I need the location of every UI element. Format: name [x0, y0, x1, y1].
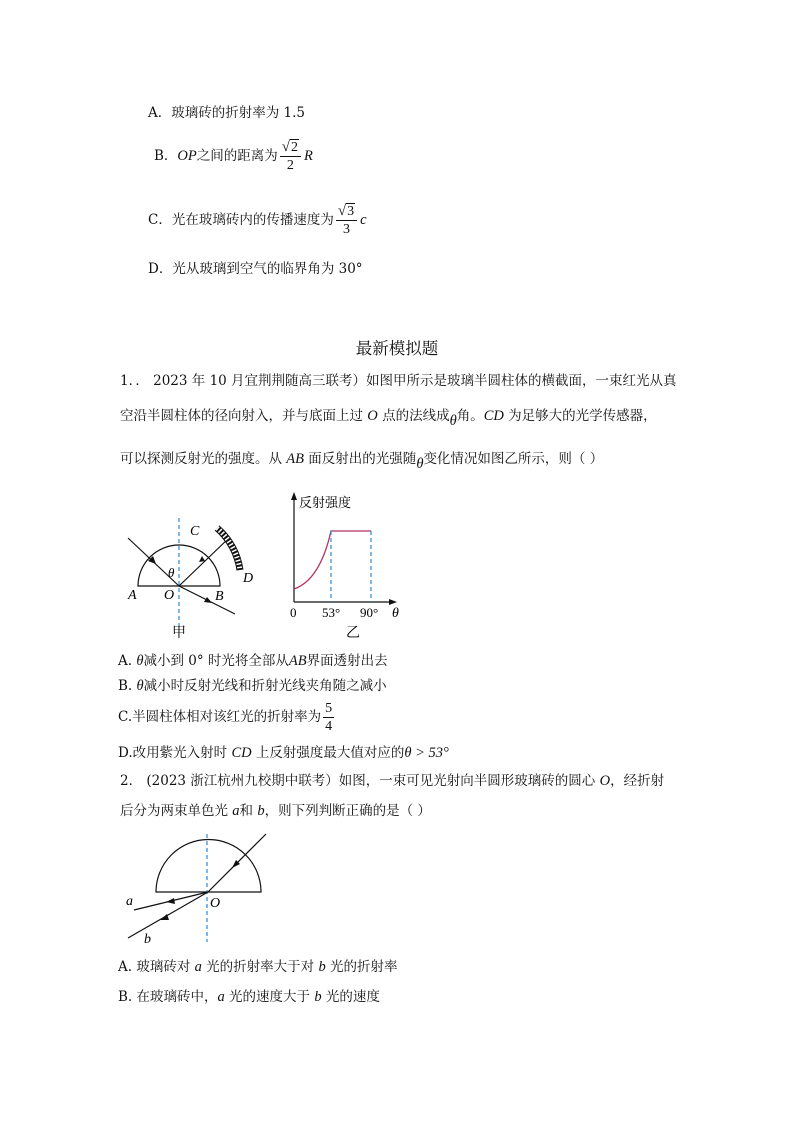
option-b-prefix: B．: [154, 148, 178, 164]
q2-line1: [120, 772, 664, 790]
x-tick-90: 90°: [360, 605, 379, 620]
cd-symbol: CD: [483, 408, 504, 424]
arrowhead: [166, 898, 175, 904]
sqrt3-over-3-fraction: $\frac{√3}{3}$: [336, 203, 357, 238]
option-text: 光的折射率: [325, 959, 398, 975]
option-text: D.改用紫光入射时: [118, 745, 232, 761]
q2-line2: [120, 802, 431, 820]
point-o: O: [599, 773, 611, 789]
option-c-text: C．光在玻璃砖内的传播速度为: [148, 212, 334, 228]
q2-text: ，则下列判断正确的是（ ）: [264, 803, 431, 819]
q2-option-a: [118, 958, 398, 976]
label-a: a: [126, 894, 133, 909]
theta-symbol: θ: [136, 653, 144, 669]
q1-text: 面反射出的光强随: [304, 451, 417, 467]
theta-symbol: θ: [416, 456, 424, 472]
reflected-ray: [179, 537, 230, 586]
option-b-text: 之间的距离为: [196, 148, 278, 164]
sqrt2-over-2-fraction: $\frac{√2}{2}$: [280, 139, 301, 174]
intensity-curve: [294, 531, 371, 589]
q1-text: 点的法线成: [377, 408, 450, 424]
q2-text: ，经折射: [610, 773, 665, 789]
figure-yi: [280, 490, 410, 645]
q1-text: 可以探测反射光的强度。从: [120, 451, 287, 467]
fraction-denominator: 2: [286, 158, 294, 173]
x-axis-var: θ: [392, 606, 399, 621]
option-text: 光的折射率大于对: [201, 959, 319, 975]
label-theta: θ: [168, 565, 175, 580]
label-o: O: [164, 588, 175, 603]
y-axis-arrow: [291, 492, 297, 500]
q1-option-b: [118, 677, 387, 695]
option-text: 减小时反射光线和折射光线夹角随之减小: [143, 678, 387, 694]
arrowhead: [199, 556, 205, 562]
fraction-numerator: 5: [325, 701, 333, 716]
beam-b-symbol: b: [257, 803, 265, 819]
speed-of-light-symbol: c: [360, 212, 367, 228]
sensor-cd: [217, 528, 240, 570]
fraction-denominator: 3: [342, 222, 350, 237]
beam-a-symbol: a: [217, 989, 225, 1005]
label-b: b: [144, 932, 151, 947]
beam-b-symbol: b: [314, 989, 322, 1005]
ab-symbol: AB: [286, 451, 305, 467]
label-o: O: [210, 896, 221, 911]
q1-text: 变化情况如图乙所示，则（ ）: [423, 451, 604, 467]
q2-text: 和: [239, 803, 258, 819]
prev-option-d: D．光从玻璃到空气的临界角为 30°: [148, 261, 363, 277]
op-symbol: OP: [177, 148, 197, 164]
glass-semicircle: [156, 840, 261, 893]
q1-line1: 1．． 2023 年 10 月宜荆荆随高三联考）如图甲所示是玻璃半圆柱体的横截面，一束红光从真: [120, 373, 677, 389]
label-a: A: [128, 588, 137, 603]
option-text: C.半圆柱体相对该红光的折射率为: [118, 709, 322, 725]
label-b: B: [215, 589, 224, 604]
q1-option-d: [118, 744, 449, 762]
q1-text: 为足够大的光学传感器，: [503, 408, 657, 424]
section-title: 最新模拟题: [355, 339, 439, 358]
q2-text: 2． (2023 浙江杭州九校期中联考）如图，一束可见光射向半圆形玻璃砖的圆心: [120, 773, 600, 789]
q1-option-a: [118, 652, 388, 670]
q1-option-c: [118, 700, 337, 735]
x-tick-0: 0: [290, 605, 297, 620]
option-text: A. 玻璃砖对: [118, 959, 195, 975]
option-text: 减小到 0° 时光将全部从: [143, 653, 289, 669]
prev-option-a: A．玻璃砖的折射率为 1.5: [148, 105, 306, 121]
caption-yi: 乙: [346, 626, 360, 641]
fraction-denominator: 4: [325, 719, 333, 734]
option-text: 光的速度: [321, 989, 380, 1005]
caption-jia: 甲: [172, 626, 186, 641]
q1-line2: [120, 407, 657, 429]
option-text: B.: [118, 678, 137, 694]
prev-option-b: [154, 139, 313, 174]
beam-a-symbol: a: [232, 803, 240, 819]
figure-jia: [110, 510, 270, 645]
figure-q2: [118, 830, 278, 950]
ray-b: [128, 892, 208, 938]
ab-symbol: AB: [288, 653, 307, 669]
option-text: B. 在玻璃砖中，: [118, 989, 218, 1005]
x-tick-53: 53°: [322, 605, 341, 620]
beam-a-symbol: a: [194, 959, 202, 975]
radius-symbol: R: [304, 148, 313, 164]
q2-option-b: [118, 988, 380, 1006]
option-text: 光的速度大于: [224, 989, 315, 1005]
arrowhead: [204, 597, 212, 603]
q1-text: 角。: [456, 408, 484, 424]
x-axis-arrow: [389, 599, 397, 605]
option-text: 上反射强度最大值对应的: [251, 745, 405, 761]
theta-symbol: θ: [136, 678, 144, 694]
five-quarters-fraction: [323, 700, 334, 735]
cd-symbol: CD: [231, 745, 252, 761]
theta-inequality: θ > 53°: [404, 745, 449, 761]
option-text: A.: [118, 653, 137, 669]
option-text: 界面透射出去: [306, 653, 388, 669]
theta-symbol: θ: [449, 413, 457, 429]
y-axis-label: 反射强度: [299, 495, 352, 510]
prev-option-c: [148, 203, 367, 238]
fraction-numerator: 2: [291, 140, 298, 155]
beam-b-symbol: b: [318, 959, 326, 975]
q1-line3: [120, 450, 604, 472]
label-c: C: [190, 524, 200, 539]
q2-text: 后分为两束单色光: [120, 803, 233, 819]
label-d: D: [243, 571, 254, 586]
point-o: O: [367, 408, 378, 424]
q1-text: 空沿半圆柱体的径向射入，并与底面上过: [120, 408, 368, 424]
glass-semicircle: [138, 545, 220, 586]
fraction-numerator: 3: [347, 204, 355, 219]
